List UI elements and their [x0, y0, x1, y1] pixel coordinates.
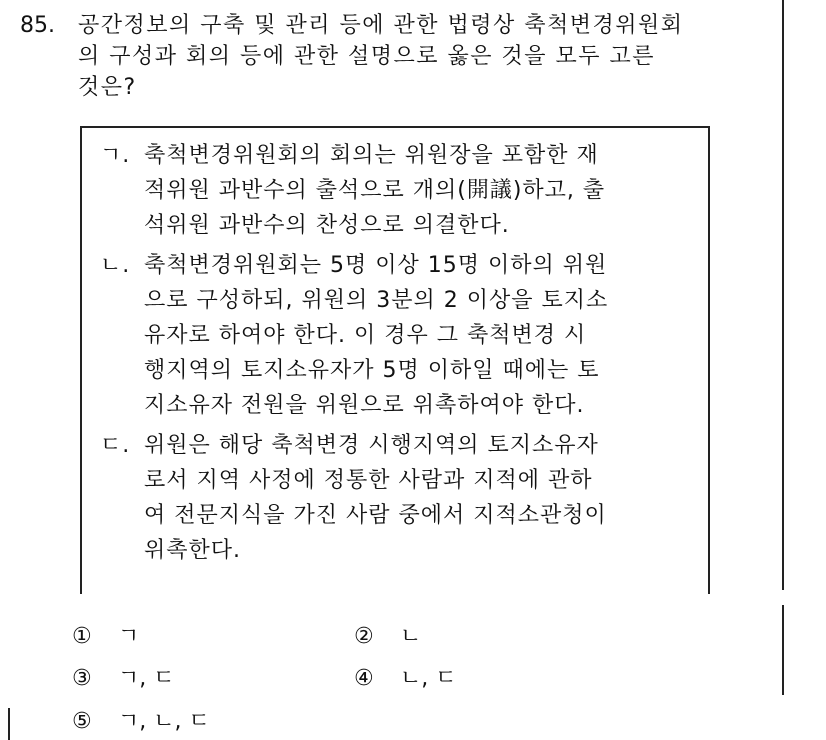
statement-marker: ㄷ.	[100, 433, 131, 458]
option-number: ①	[72, 624, 92, 649]
page-divider-left-lower	[8, 708, 10, 740]
statement-marker: ㄴ.	[100, 253, 131, 278]
statement-line: 축척변경위원회는 5명 이상 15명 이하의 위원	[144, 253, 608, 278]
question-stem-line: 공간정보의 구축 및 관리 등에 관한 법령상 축척변경위원회	[78, 13, 684, 38]
statement-text	[144, 248, 704, 423]
option-text: ㄴ	[400, 624, 422, 649]
answer-option-3[interactable]	[72, 664, 175, 694]
page-divider-right-upper	[782, 0, 784, 590]
statement-line: 지소유자 전원을 위원으로 위촉하여야 한다.	[144, 393, 585, 418]
question-stem	[78, 10, 758, 103]
page-divider-right-lower	[782, 605, 784, 695]
statement-line: 위촉한다.	[144, 538, 242, 563]
question-number: 85.	[20, 13, 55, 38]
statement-line: 위원은 해당 축척변경 시행지역의 토지소유자	[144, 433, 599, 458]
question-stem-line: 의 구성과 회의 등에 관한 설명으로 옳은 것을 모두 고른	[78, 44, 655, 69]
answer-option-5[interactable]	[72, 707, 210, 737]
statement-line: 행지역의 토지소유자가 5명 이하일 때에는 토	[144, 358, 600, 383]
option-text: ㄴ, ㄷ	[400, 666, 457, 691]
statement-text	[144, 428, 704, 568]
answer-option-4[interactable]	[354, 664, 457, 694]
statement-text	[144, 138, 704, 243]
statement-line: 로서 지역 사정에 정통한 사람과 지적에 관하	[144, 468, 593, 493]
answer-option-2[interactable]	[354, 622, 421, 652]
option-number: ④	[354, 666, 374, 691]
option-text: ㄱ, ㄴ, ㄷ	[118, 709, 210, 734]
statement-marker: ㄱ.	[100, 143, 131, 168]
statement-box	[80, 126, 710, 594]
statement-line: 적위원 과반수의 출석으로 개의(開議)하고, 출	[144, 178, 606, 203]
option-number: ②	[354, 624, 374, 649]
option-number: ③	[72, 666, 92, 691]
statement-line: 으로 구성하되, 위원의 3분의 2 이상을 토지소	[144, 288, 609, 313]
statement-line: 석위원 과반수의 찬성으로 의결한다.	[144, 213, 510, 238]
option-number: ⑤	[72, 709, 92, 734]
option-text: ㄱ	[118, 624, 140, 649]
answer-option-1[interactable]	[72, 622, 139, 652]
question-stem-line: 것은?	[78, 75, 137, 100]
option-text: ㄱ, ㄷ	[118, 666, 175, 691]
statement-line: 유자로 하여야 한다. 이 경우 그 축척변경 시	[144, 323, 587, 348]
statement-line: 여 전문지식을 가진 사람 중에서 지적소관청이	[144, 503, 607, 528]
statement-line: 축척변경위원회의 회의는 위원장을 포함한 재	[144, 143, 599, 168]
